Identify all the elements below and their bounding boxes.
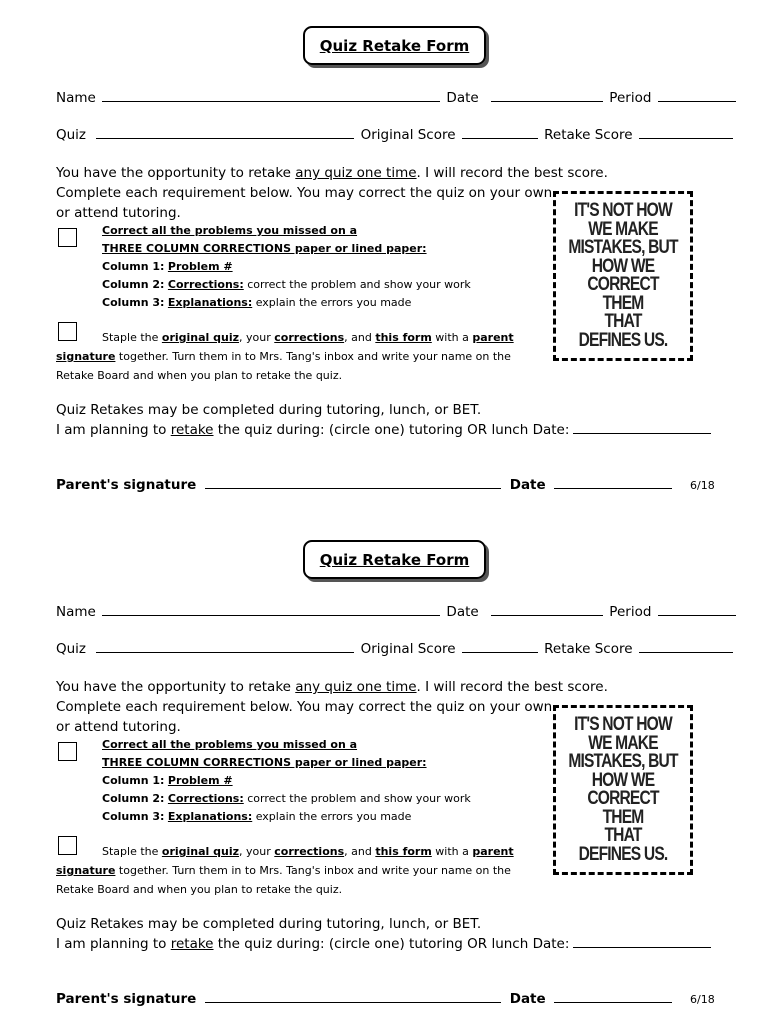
parent-signature-line: Parent's signature Date	[56, 990, 672, 1007]
retake-score-field[interactable]	[639, 126, 733, 139]
req-corrections-line2: THREE COLUMN CORRECTIONS paper or lined paper:	[102, 242, 427, 255]
retake-info: Quiz Retakes may be completed during tutoring, lunch, or BET. I am planning to retake the quiz during: (circle one) tutoring OR lunch Date:	[56, 914, 711, 954]
motivational-poster	[553, 705, 693, 875]
retake-info: Quiz Retakes may be completed during tutoring, lunch, or BET. I am planning to retake the quiz during: (circle one) tutoring OR lunch Date:	[56, 400, 711, 440]
poster-text: IT'S NOT HOW WE MAKE MISTAKES, BUT HOW WE CORRECT THEM THAT DEFINES US.	[568, 200, 678, 351]
column-2-line: Column 2: Corrections: correct the problem and show your work	[102, 792, 471, 805]
intro-paragraph: You have the opportunity to retake any quiz one time. I will record the best score. Complete each requirement below. You may correct the quiz on your own or attend tutoring.	[56, 679, 608, 735]
version-code: 6/18	[690, 993, 715, 1006]
poster-text: IT'S NOT HOW WE MAKE MISTAKES, BUT HOW WE CORRECT THEM THAT DEFINES US.	[568, 714, 678, 865]
column-1-line: Column 1: Problem #	[102, 774, 233, 787]
quiz-field[interactable]	[96, 126, 354, 139]
column-3-line: Column 3: Explanations: explain the errors you made	[102, 296, 412, 309]
corrections-checkbox[interactable]	[58, 742, 77, 761]
quiz-score-line: Quiz Original Score Retake Score	[56, 126, 735, 143]
form-title-box	[303, 540, 486, 579]
signature-date-field[interactable]	[554, 476, 672, 489]
name-date-period-line: Name Date Period	[56, 603, 738, 620]
name-field[interactable]	[102, 603, 440, 616]
period-field[interactable]	[658, 603, 736, 616]
form-title-box	[303, 26, 486, 65]
parent-signature-line: Parent's signature Date	[56, 476, 672, 493]
retake-score-field[interactable]	[639, 640, 733, 653]
staple-instructions: Staple the original quiz, your corrections, and this form with a parent signature together. Turn them in to Mrs. Tang's inbox and write your name on the Retake Board and when you plan to retake the quiz.	[56, 331, 514, 382]
req-corrections-line2: THREE COLUMN CORRECTIONS paper or lined paper:	[102, 756, 427, 769]
column-1-line: Column 1: Problem #	[102, 260, 233, 273]
period-field[interactable]	[658, 89, 736, 102]
form-title: Quiz Retake Form	[319, 550, 470, 569]
date-field[interactable]	[491, 603, 603, 616]
parent-signature-field[interactable]	[205, 990, 501, 1003]
form-title: Quiz Retake Form	[319, 36, 470, 55]
staple-instructions: Staple the original quiz, your corrections, and this form with a parent signature together. Turn them in to Mrs. Tang's inbox and write your name on the Retake Board and when you plan to retake the quiz.	[56, 845, 514, 896]
retake-date-field[interactable]	[573, 421, 711, 434]
intro-paragraph: You have the opportunity to retake any quiz one time. I will record the best score. Complete each requirement below. You may correct the quiz on your own or attend tutoring.	[56, 165, 608, 221]
motivational-poster	[553, 191, 693, 361]
quiz-retake-form-bottom	[0, 514, 770, 1026]
signature-date-field[interactable]	[554, 990, 672, 1003]
original-score-field[interactable]	[462, 126, 538, 139]
quiz-retake-form-top	[0, 0, 770, 512]
req-corrections-line1: Correct all the problems you missed on a	[102, 224, 358, 237]
name-date-period-line: Name Date Period	[56, 89, 738, 106]
quiz-field[interactable]	[96, 640, 354, 653]
req-corrections-line1: Correct all the problems you missed on a	[102, 738, 358, 751]
column-3-line: Column 3: Explanations: explain the errors you made	[102, 810, 412, 823]
name-field[interactable]	[102, 89, 440, 102]
corrections-checkbox[interactable]	[58, 228, 77, 247]
column-2-line: Column 2: Corrections: correct the problem and show your work	[102, 278, 471, 291]
original-score-field[interactable]	[462, 640, 538, 653]
quiz-score-line: Quiz Original Score Retake Score	[56, 640, 735, 657]
version-code: 6/18	[690, 479, 715, 492]
retake-date-field[interactable]	[573, 935, 711, 948]
date-field[interactable]	[491, 89, 603, 102]
parent-signature-field[interactable]	[205, 476, 501, 489]
